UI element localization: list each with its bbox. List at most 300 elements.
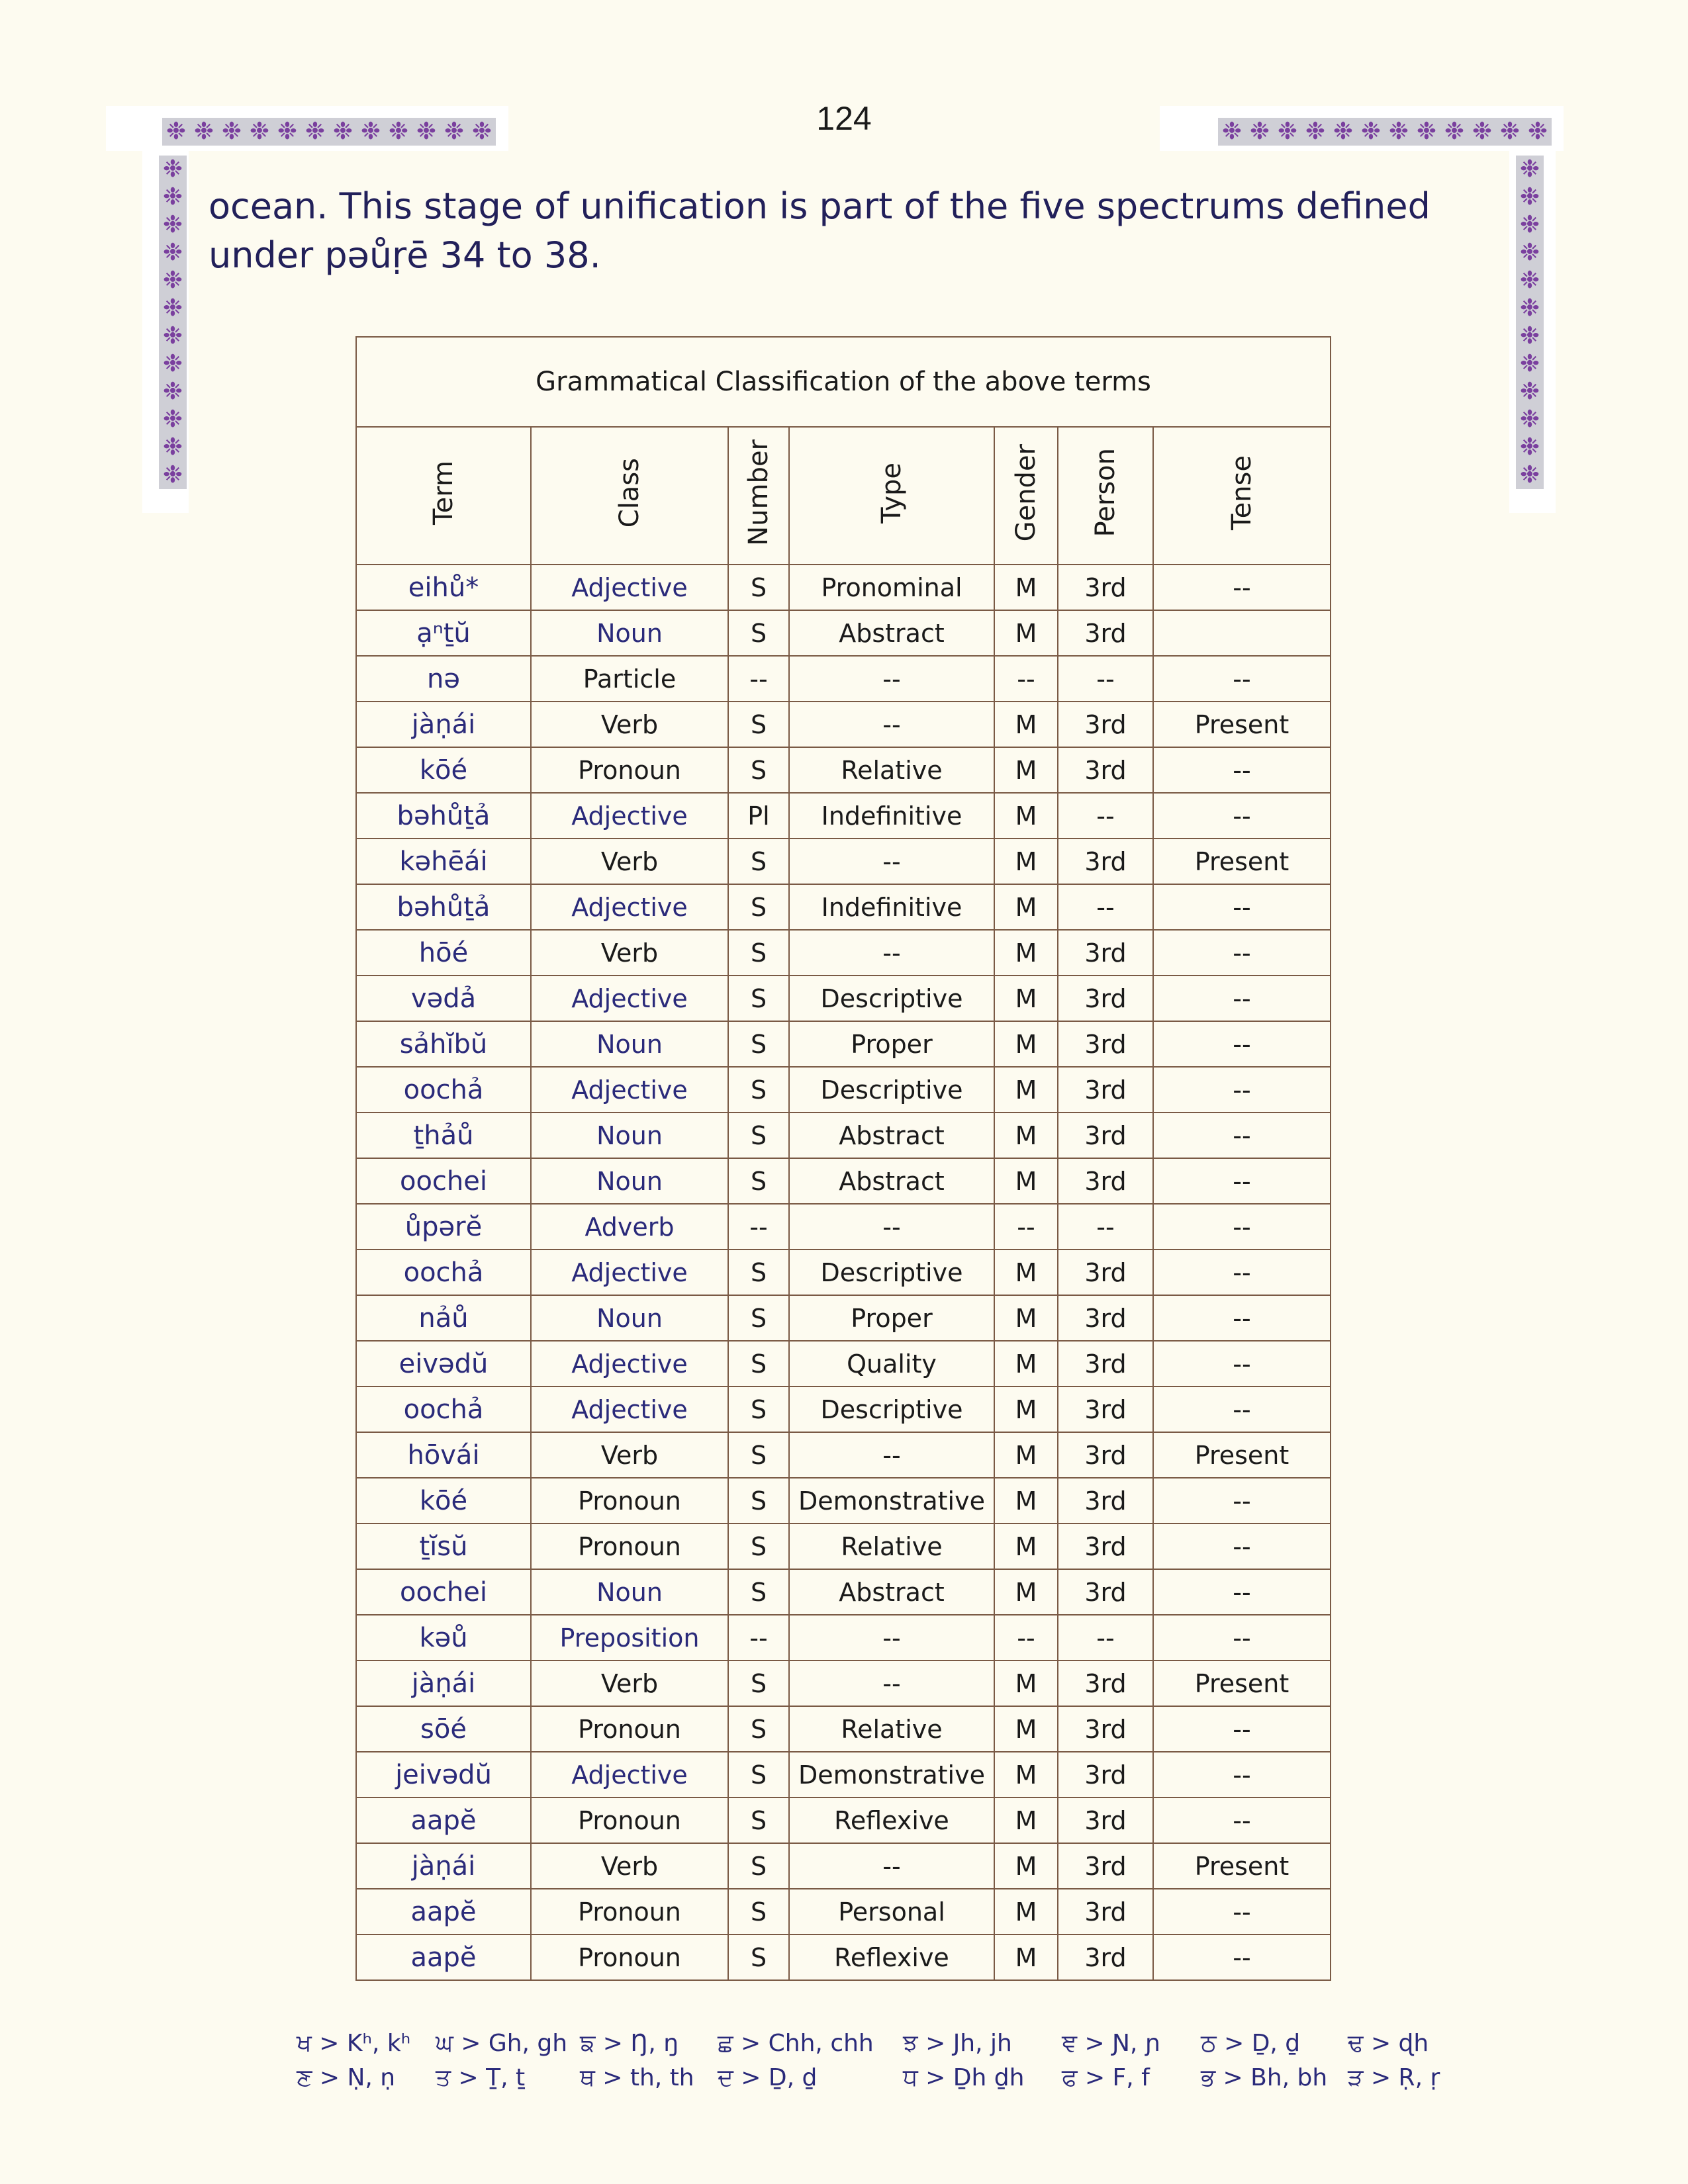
cell-class: Verb bbox=[531, 1843, 728, 1889]
cell-tense: -- bbox=[1153, 793, 1331, 839]
ornament-flower-icon: ❉ bbox=[329, 118, 357, 146]
ornament-flower-icon: ❉ bbox=[159, 211, 187, 239]
cell-tense: Present bbox=[1153, 1661, 1331, 1706]
cell-person: 3rd bbox=[1058, 930, 1153, 976]
cell-type: Demonstrative bbox=[789, 1752, 994, 1797]
cell-tense: Present bbox=[1153, 1843, 1331, 1889]
table-row bbox=[356, 1569, 1331, 1615]
cell-type: -- bbox=[789, 702, 994, 747]
ornament-flower-icon: ❉ bbox=[440, 118, 468, 146]
cell-gender: M bbox=[994, 884, 1058, 930]
cell-person: 3rd bbox=[1058, 976, 1153, 1021]
cell-number: S bbox=[728, 1067, 789, 1113]
cell-number: S bbox=[728, 1158, 789, 1204]
legend-item: ਖ > Kʰ, kʰ bbox=[297, 2030, 411, 2057]
cell-person: 3rd bbox=[1058, 565, 1153, 610]
cell-number: S bbox=[728, 884, 789, 930]
table-row bbox=[356, 1113, 1331, 1158]
column-header-label: Number bbox=[743, 439, 774, 546]
cell-type: Pronominal bbox=[789, 565, 994, 610]
cell-number: S bbox=[728, 1113, 789, 1158]
cell-number: S bbox=[728, 1250, 789, 1295]
cell-tense: -- bbox=[1153, 1067, 1331, 1113]
cell-gender: M bbox=[994, 1478, 1058, 1524]
cell-person: 3rd bbox=[1058, 1752, 1153, 1797]
cell-gender: M bbox=[994, 1341, 1058, 1387]
ornament-flower-icon: ❉ bbox=[159, 406, 187, 433]
cell-gender: M bbox=[994, 702, 1058, 747]
column-header-gender bbox=[994, 427, 1058, 565]
ornament-flower-icon: ❉ bbox=[1516, 239, 1544, 267]
cell-tense: Present bbox=[1153, 702, 1331, 747]
ornament-flower-icon: ❉ bbox=[159, 433, 187, 461]
cell-number: S bbox=[728, 1432, 789, 1478]
cell-type: -- bbox=[789, 1432, 994, 1478]
ornament-border-left bbox=[159, 156, 187, 489]
ornament-flower-icon: ❉ bbox=[1516, 350, 1544, 378]
cell-type: Relative bbox=[789, 747, 994, 793]
cell-class: Adjective bbox=[531, 793, 728, 839]
ornament-flower-icon: ❉ bbox=[1274, 118, 1301, 146]
cell-term: ṯĭsŭ bbox=[356, 1524, 531, 1569]
cell-person: 3rd bbox=[1058, 1797, 1153, 1843]
ornament-flower-icon: ❉ bbox=[159, 156, 187, 183]
cell-number: -- bbox=[728, 1615, 789, 1661]
cell-person: 3rd bbox=[1058, 1158, 1153, 1204]
cell-type: Proper bbox=[789, 1021, 994, 1067]
cell-gender: M bbox=[994, 1843, 1058, 1889]
cell-tense: -- bbox=[1153, 656, 1331, 702]
cell-gender: -- bbox=[994, 656, 1058, 702]
cell-number: S bbox=[728, 1021, 789, 1067]
cell-number: S bbox=[728, 1843, 789, 1889]
table-header-row bbox=[356, 427, 1331, 565]
cell-gender: M bbox=[994, 1021, 1058, 1067]
cell-gender: M bbox=[994, 1067, 1058, 1113]
ornament-flower-icon: ❉ bbox=[1440, 118, 1468, 146]
cell-number: S bbox=[728, 1569, 789, 1615]
cell-class: Noun bbox=[531, 1158, 728, 1204]
cell-gender: M bbox=[994, 1752, 1058, 1797]
cell-term: sảhĭbŭ bbox=[356, 1021, 531, 1067]
cell-class: Pronoun bbox=[531, 1797, 728, 1843]
cell-class: Adjective bbox=[531, 565, 728, 610]
ornament-flower-icon: ❉ bbox=[1496, 118, 1524, 146]
cell-term: jàṇái bbox=[356, 702, 531, 747]
cell-type: -- bbox=[789, 1615, 994, 1661]
cell-type: Indefinitive bbox=[789, 793, 994, 839]
cell-type: Abstract bbox=[789, 1113, 994, 1158]
legend-item: ਣ > Ṇ, ṇ bbox=[297, 2064, 396, 2091]
ornament-flower-icon: ❉ bbox=[1516, 156, 1544, 183]
cell-number: S bbox=[728, 1387, 789, 1432]
ornament-flower-icon: ❉ bbox=[159, 239, 187, 267]
cell-type: -- bbox=[789, 1661, 994, 1706]
table-caption: Grammatical Classification of the above terms bbox=[356, 337, 1331, 427]
table-row bbox=[356, 1615, 1331, 1661]
cell-person: 3rd bbox=[1058, 1341, 1153, 1387]
cell-person: -- bbox=[1058, 1615, 1153, 1661]
ornament-flower-icon: ❉ bbox=[1357, 118, 1385, 146]
cell-gender: M bbox=[994, 1250, 1058, 1295]
cell-class: Noun bbox=[531, 610, 728, 656]
cell-number: S bbox=[728, 747, 789, 793]
cell-type: Descriptive bbox=[789, 1250, 994, 1295]
cell-number: S bbox=[728, 930, 789, 976]
cell-gender: M bbox=[994, 610, 1058, 656]
ornament-flower-icon: ❉ bbox=[412, 118, 440, 146]
cell-gender: -- bbox=[994, 1615, 1058, 1661]
ornament-flower-icon: ❉ bbox=[1516, 378, 1544, 406]
cell-class: Pronoun bbox=[531, 1934, 728, 1980]
ornament-flower-icon: ❉ bbox=[159, 378, 187, 406]
ornament-flower-icon: ❉ bbox=[190, 118, 218, 146]
table-row bbox=[356, 1934, 1331, 1980]
ornament-flower-icon: ❉ bbox=[273, 118, 301, 146]
cell-class: Noun bbox=[531, 1021, 728, 1067]
cell-tense bbox=[1153, 610, 1331, 656]
table-row bbox=[356, 1797, 1331, 1843]
table-row bbox=[356, 1295, 1331, 1341]
cell-person: 3rd bbox=[1058, 1569, 1153, 1615]
table-row bbox=[356, 1067, 1331, 1113]
legend-item: ਠ > Ḏ, ḏ bbox=[1201, 2030, 1301, 2057]
cell-person: 3rd bbox=[1058, 702, 1153, 747]
ornament-flower-icon: ❉ bbox=[1246, 118, 1274, 146]
column-header-class bbox=[531, 427, 728, 565]
cell-gender: M bbox=[994, 1569, 1058, 1615]
cell-type: -- bbox=[789, 930, 994, 976]
cell-class: Noun bbox=[531, 1295, 728, 1341]
cell-tense: -- bbox=[1153, 1387, 1331, 1432]
cell-term: oochei bbox=[356, 1569, 531, 1615]
legend-item: ਦ > Ḏ, ḏ bbox=[718, 2064, 818, 2091]
ornament-flower-icon: ❉ bbox=[357, 118, 385, 146]
legend-item: ਥ > th, th bbox=[580, 2064, 694, 2091]
cell-person: 3rd bbox=[1058, 1478, 1153, 1524]
cell-tense: -- bbox=[1153, 1250, 1331, 1295]
cell-term: bəhůṯả bbox=[356, 793, 531, 839]
cell-class: Pronoun bbox=[531, 1889, 728, 1934]
cell-person: 3rd bbox=[1058, 1934, 1153, 1980]
cell-class: Preposition bbox=[531, 1615, 728, 1661]
cell-person: 3rd bbox=[1058, 1067, 1153, 1113]
legend-row-1 bbox=[297, 2026, 1440, 2061]
cell-tense: -- bbox=[1153, 1934, 1331, 1980]
cell-term: jàṇái bbox=[356, 1843, 531, 1889]
ornament-flower-icon: ❉ bbox=[301, 118, 329, 146]
cell-person: 3rd bbox=[1058, 610, 1153, 656]
table-row bbox=[356, 1158, 1331, 1204]
cell-tense: Present bbox=[1153, 1432, 1331, 1478]
cell-person: 3rd bbox=[1058, 1661, 1153, 1706]
cell-gender: -- bbox=[994, 1204, 1058, 1250]
cell-class: Adjective bbox=[531, 1250, 728, 1295]
table-row bbox=[356, 884, 1331, 930]
cell-number: S bbox=[728, 1797, 789, 1843]
table-row bbox=[356, 1524, 1331, 1569]
cell-number: -- bbox=[728, 656, 789, 702]
cell-tense: -- bbox=[1153, 976, 1331, 1021]
ornament-flower-icon: ❉ bbox=[159, 295, 187, 322]
cell-type: Demonstrative bbox=[789, 1478, 994, 1524]
table-row bbox=[356, 1250, 1331, 1295]
cell-person: 3rd bbox=[1058, 1843, 1153, 1889]
cell-gender: M bbox=[994, 1934, 1058, 1980]
cell-class: Adjective bbox=[531, 1387, 728, 1432]
table-row bbox=[356, 1706, 1331, 1752]
cell-class: Adjective bbox=[531, 884, 728, 930]
ornament-flower-icon: ❉ bbox=[1468, 118, 1496, 146]
cell-type: Quality bbox=[789, 1341, 994, 1387]
cell-term: kəhēái bbox=[356, 839, 531, 884]
table-row bbox=[356, 1889, 1331, 1934]
cell-type: Abstract bbox=[789, 610, 994, 656]
cell-person: 3rd bbox=[1058, 747, 1153, 793]
cell-type: Descriptive bbox=[789, 1067, 994, 1113]
cell-person: 3rd bbox=[1058, 1524, 1153, 1569]
cell-number: S bbox=[728, 1706, 789, 1752]
cell-type: Abstract bbox=[789, 1158, 994, 1204]
cell-class: Verb bbox=[531, 1432, 728, 1478]
cell-type: Descriptive bbox=[789, 976, 994, 1021]
cell-tense: -- bbox=[1153, 930, 1331, 976]
column-header-label: Type bbox=[876, 462, 907, 523]
cell-term: jàṇái bbox=[356, 1661, 531, 1706]
cell-term: oochả bbox=[356, 1250, 531, 1295]
cell-gender: M bbox=[994, 1113, 1058, 1158]
table-row bbox=[356, 1752, 1331, 1797]
ornament-flower-icon: ❉ bbox=[162, 118, 190, 146]
transliteration-legend bbox=[297, 2026, 1440, 2095]
cell-tense: -- bbox=[1153, 1889, 1331, 1934]
cell-term: jeivədŭ bbox=[356, 1752, 531, 1797]
cell-class: Pronoun bbox=[531, 1478, 728, 1524]
table-row bbox=[356, 702, 1331, 747]
cell-tense: -- bbox=[1153, 1478, 1331, 1524]
cell-class: Noun bbox=[531, 1113, 728, 1158]
ornament-flower-icon: ❉ bbox=[1301, 118, 1329, 146]
ornament-flower-icon: ❉ bbox=[385, 118, 412, 146]
table-row bbox=[356, 793, 1331, 839]
cell-tense: -- bbox=[1153, 1797, 1331, 1843]
cell-term: nảů bbox=[356, 1295, 531, 1341]
legend-item: ਢ > ɖh bbox=[1348, 2030, 1429, 2057]
cell-number: Pl bbox=[728, 793, 789, 839]
cell-tense: -- bbox=[1153, 1021, 1331, 1067]
cell-tense: -- bbox=[1153, 1524, 1331, 1569]
cell-person: 3rd bbox=[1058, 839, 1153, 884]
cell-gender: M bbox=[994, 565, 1058, 610]
cell-term: hōé bbox=[356, 930, 531, 976]
cell-number: S bbox=[728, 839, 789, 884]
ornament-flower-icon: ❉ bbox=[1516, 267, 1544, 295]
cell-class: Adjective bbox=[531, 1341, 728, 1387]
table-body bbox=[356, 565, 1331, 1980]
table-row bbox=[356, 656, 1331, 702]
table-row bbox=[356, 747, 1331, 793]
cell-class: Adjective bbox=[531, 976, 728, 1021]
cell-tense: -- bbox=[1153, 1615, 1331, 1661]
column-header-label: Term bbox=[428, 461, 459, 525]
ornament-flower-icon: ❉ bbox=[159, 267, 187, 295]
cell-tense: Present bbox=[1153, 839, 1331, 884]
ornament-flower-icon: ❉ bbox=[159, 350, 187, 378]
table-row bbox=[356, 839, 1331, 884]
cell-term: ůpərĕ bbox=[356, 1204, 531, 1250]
ornament-flower-icon: ❉ bbox=[1516, 183, 1544, 211]
table-row bbox=[356, 1843, 1331, 1889]
cell-number: S bbox=[728, 702, 789, 747]
cell-number: S bbox=[728, 1478, 789, 1524]
legend-item: ਙ > Ŋ, ŋ bbox=[580, 2030, 679, 2057]
table-row bbox=[356, 610, 1331, 656]
column-header-label: Class bbox=[614, 457, 645, 528]
cell-term: hōvái bbox=[356, 1432, 531, 1478]
cell-person: 3rd bbox=[1058, 1295, 1153, 1341]
cell-type: -- bbox=[789, 1843, 994, 1889]
table-row bbox=[356, 565, 1331, 610]
cell-type: Relative bbox=[789, 1706, 994, 1752]
cell-gender: M bbox=[994, 1706, 1058, 1752]
cell-class: Verb bbox=[531, 839, 728, 884]
column-header-label: Gender bbox=[1011, 443, 1041, 542]
legend-item: ਛ > Chh, chh bbox=[718, 2030, 874, 2057]
ornament-flower-icon: ❉ bbox=[1516, 322, 1544, 350]
cell-gender: M bbox=[994, 976, 1058, 1021]
ornament-flower-icon: ❉ bbox=[1516, 461, 1544, 489]
cell-term: oochei bbox=[356, 1158, 531, 1204]
cell-tense: -- bbox=[1153, 565, 1331, 610]
cell-person: 3rd bbox=[1058, 1021, 1153, 1067]
grammatical-classification-table bbox=[355, 336, 1331, 1981]
table-row bbox=[356, 976, 1331, 1021]
cell-type: Abstract bbox=[789, 1569, 994, 1615]
cell-person: -- bbox=[1058, 656, 1153, 702]
column-header-term bbox=[356, 427, 531, 565]
cell-term: eivədŭ bbox=[356, 1341, 531, 1387]
cell-term: aapĕ bbox=[356, 1889, 531, 1934]
cell-number: -- bbox=[728, 1204, 789, 1250]
column-header-tense bbox=[1153, 427, 1331, 565]
cell-class: Adverb bbox=[531, 1204, 728, 1250]
cell-type: Reflexive bbox=[789, 1934, 994, 1980]
cell-class: Verb bbox=[531, 1661, 728, 1706]
cell-term: ạⁿṯŭ bbox=[356, 610, 531, 656]
ornament-flower-icon: ❉ bbox=[218, 118, 246, 146]
column-header-type bbox=[789, 427, 994, 565]
ornament-flower-icon: ❉ bbox=[159, 461, 187, 489]
cell-term: bəhůṯả bbox=[356, 884, 531, 930]
cell-number: S bbox=[728, 1341, 789, 1387]
cell-tense: -- bbox=[1153, 1341, 1331, 1387]
cell-number: S bbox=[728, 1524, 789, 1569]
cell-gender: M bbox=[994, 839, 1058, 884]
cell-tense: -- bbox=[1153, 884, 1331, 930]
cell-term: kōé bbox=[356, 1478, 531, 1524]
cell-term: oochả bbox=[356, 1067, 531, 1113]
ornament-flower-icon: ❉ bbox=[159, 322, 187, 350]
cell-term: ṯhảů bbox=[356, 1113, 531, 1158]
cell-tense: -- bbox=[1153, 1752, 1331, 1797]
ornament-flower-icon: ❉ bbox=[246, 118, 273, 146]
cell-person: -- bbox=[1058, 1204, 1153, 1250]
cell-gender: M bbox=[994, 1661, 1058, 1706]
ornament-flower-icon: ❉ bbox=[1385, 118, 1413, 146]
cell-type: -- bbox=[789, 1204, 994, 1250]
legend-item: ਫ > F, f bbox=[1062, 2064, 1150, 2091]
cell-class: Verb bbox=[531, 702, 728, 747]
cell-tense: -- bbox=[1153, 1204, 1331, 1250]
legend-item: ੜ > Ṛ, ṛ bbox=[1348, 2064, 1440, 2091]
table-row bbox=[356, 930, 1331, 976]
cell-tense: -- bbox=[1153, 1706, 1331, 1752]
cell-number: S bbox=[728, 1752, 789, 1797]
cell-term: aapĕ bbox=[356, 1934, 531, 1980]
ornament-flower-icon: ❉ bbox=[1516, 406, 1544, 433]
cell-term: kōé bbox=[356, 747, 531, 793]
cell-term: aapĕ bbox=[356, 1797, 531, 1843]
cell-class: Verb bbox=[531, 930, 728, 976]
column-header-label: Tense bbox=[1227, 455, 1257, 531]
cell-type: Descriptive bbox=[789, 1387, 994, 1432]
ornament-flower-icon: ❉ bbox=[468, 118, 496, 146]
cell-class: Adjective bbox=[531, 1752, 728, 1797]
cell-type: Personal bbox=[789, 1889, 994, 1934]
cell-number: S bbox=[728, 565, 789, 610]
intro-paragraph: ocean. This stage of unification is part of the five spectrums defined under pəůṛē 34 to 38. bbox=[209, 185, 1430, 276]
cell-gender: M bbox=[994, 1387, 1058, 1432]
cell-gender: M bbox=[994, 793, 1058, 839]
cell-term: sōé bbox=[356, 1706, 531, 1752]
cell-type: Reflexive bbox=[789, 1797, 994, 1843]
cell-number: S bbox=[728, 1295, 789, 1341]
cell-class: Pronoun bbox=[531, 1706, 728, 1752]
cell-class: Particle bbox=[531, 656, 728, 702]
cell-tense: -- bbox=[1153, 1569, 1331, 1615]
ornament-flower-icon: ❉ bbox=[1516, 211, 1544, 239]
cell-number: S bbox=[728, 610, 789, 656]
cell-person: -- bbox=[1058, 793, 1153, 839]
legend-item: ਭ > Bh, bh bbox=[1201, 2064, 1328, 2091]
cell-number: S bbox=[728, 1889, 789, 1934]
cell-person: 3rd bbox=[1058, 1387, 1153, 1432]
ornament-flower-icon: ❉ bbox=[159, 183, 187, 211]
cell-class: Pronoun bbox=[531, 1524, 728, 1569]
legend-item: ਞ > Ɲ, ɲ bbox=[1062, 2030, 1161, 2057]
table-row bbox=[356, 1341, 1331, 1387]
cell-person: -- bbox=[1058, 884, 1153, 930]
table-row bbox=[356, 1661, 1331, 1706]
cell-gender: M bbox=[994, 1158, 1058, 1204]
cell-class: Adjective bbox=[531, 1067, 728, 1113]
ornament-flower-icon: ❉ bbox=[1218, 118, 1246, 146]
cell-tense: -- bbox=[1153, 1295, 1331, 1341]
cell-type: -- bbox=[789, 839, 994, 884]
legend-item: ਧ > Ḏh ḏh bbox=[903, 2064, 1025, 2091]
column-header-person bbox=[1058, 427, 1153, 565]
column-header-number bbox=[728, 427, 789, 565]
column-header-label: Person bbox=[1090, 448, 1121, 537]
cell-tense: -- bbox=[1153, 1158, 1331, 1204]
cell-gender: M bbox=[994, 747, 1058, 793]
cell-gender: M bbox=[994, 930, 1058, 976]
cell-gender: M bbox=[994, 1797, 1058, 1843]
cell-number: S bbox=[728, 976, 789, 1021]
table-row bbox=[356, 1021, 1331, 1067]
legend-item: ਤ > Ṯ, ṯ bbox=[436, 2064, 526, 2091]
cell-gender: M bbox=[994, 1432, 1058, 1478]
